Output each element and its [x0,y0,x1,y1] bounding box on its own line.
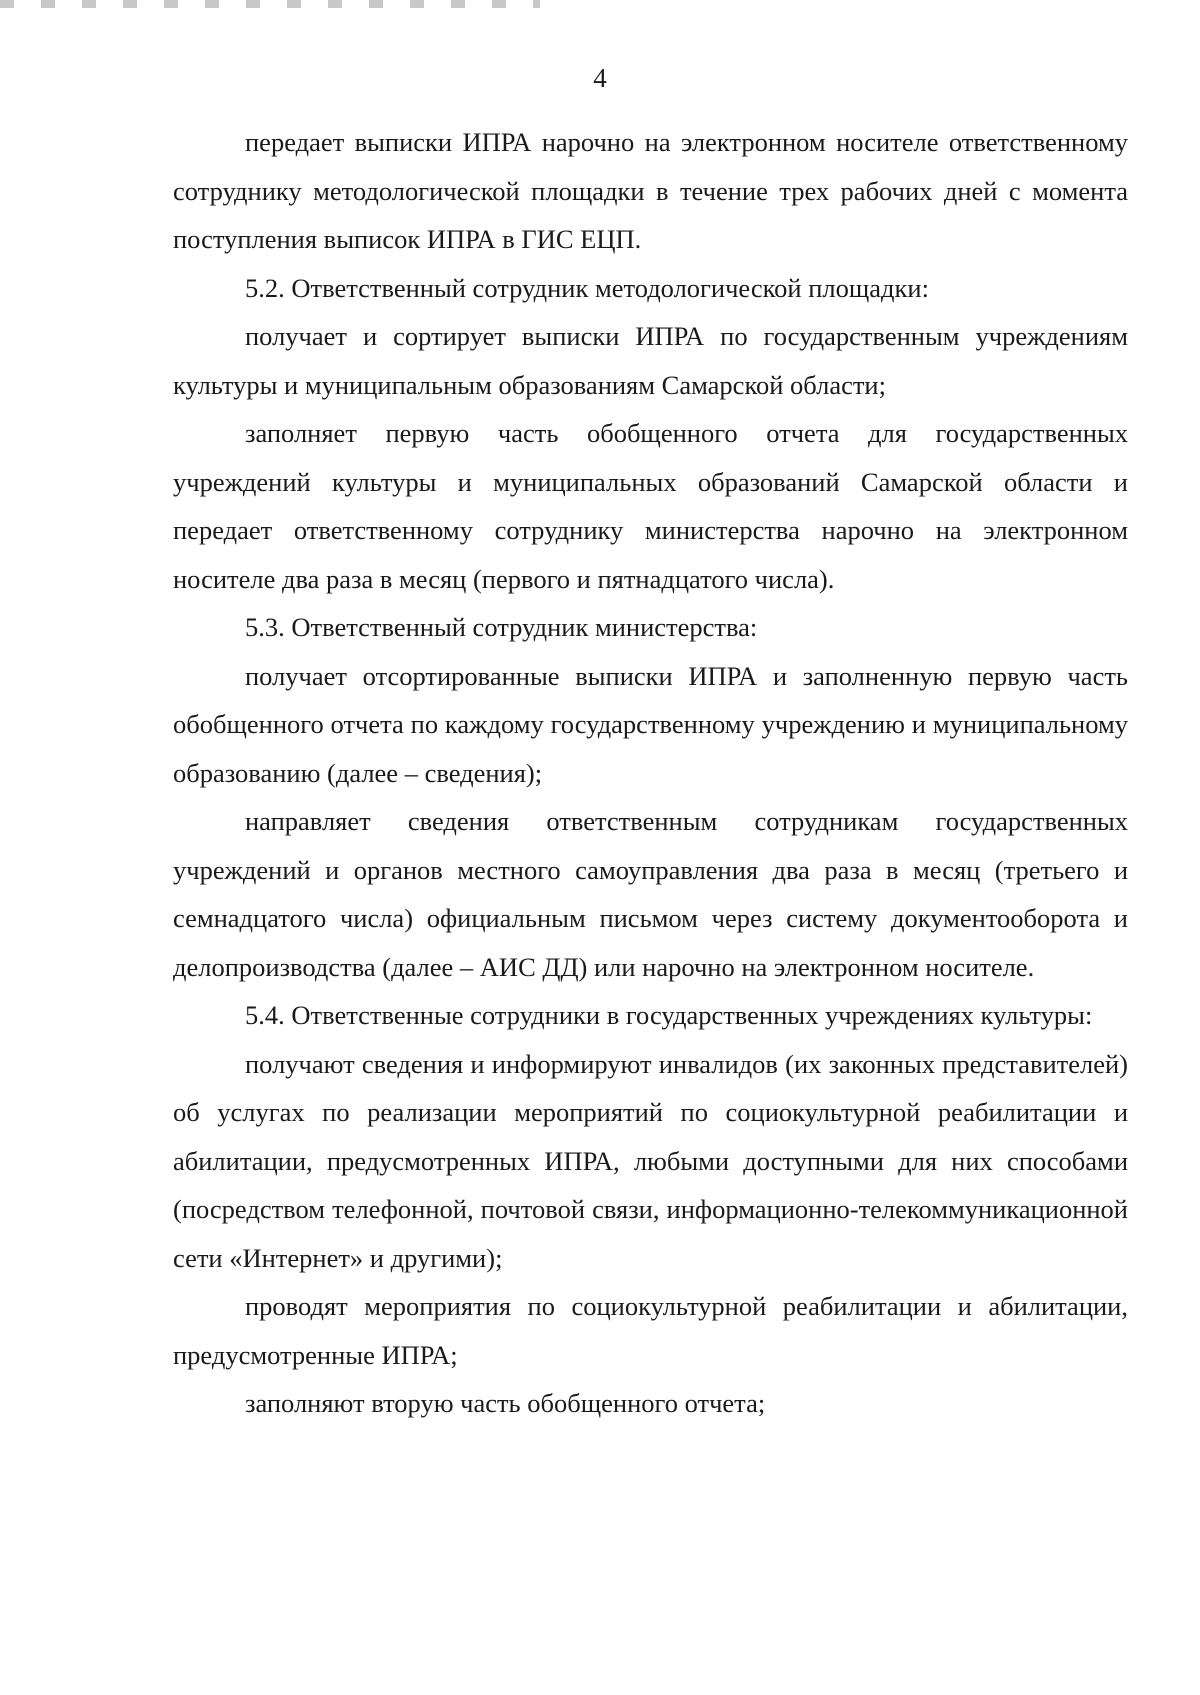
paragraph: заполняет первую часть обобщенного отчета для государственных учреждений культуры и муниципальных образований Самарской области и передает ответственному сотруднику министерства нарочно на электронном носителе два раза в месяц (первого и пятнадцатого числа). [173,418,1128,594]
paragraph: получает отсортированные выписки ИПРА и заполненную первую часть обобщенного отчета по каждому государственному учреждению и муниципальному образованию (далее – сведения); [173,660,1128,788]
document-body [173,118,1128,1428]
paragraph: проводят мероприятия по социокультурной реабилитации и абилитации, предусмотренные ИПРА; [173,1291,1128,1370]
paragraph-section-5-2: 5.2. Ответственный сотрудник методологической площадки: [245,272,929,303]
scan-edge-marks [0,0,540,8]
paragraph: получают сведения и информируют инвалидов (их законных представителей) об услугах по реализации мероприятий по социокультурной реабилитации и абилитации, предусмотренных ИПРА, любыми доступными для них способами (посредством телефонной, почтовой связи, информационно-телекоммуникационной сети «Интернет» и другими); [173,1048,1128,1273]
paragraph-continuation: передает выписки ИПРА нарочно на электронном носителе ответственному сотруднику методологической площадки в течение трех рабочих дней с момента поступления выписок ИПРА в ГИС ЕЦП. [173,127,1128,254]
page-number: 4 [593,63,607,93]
paragraph: получает и сортирует выписки ИПРА по государственным учреждениям культуры и муниципальным образованиям Самарской области; [173,321,1128,400]
paragraph-section-5-3: 5.3. Ответственный сотрудник министерства: [245,612,758,642]
paragraph-section-5-4: 5.4. Ответственные сотрудники в государственных учреждениях культуры: [245,1000,1093,1030]
paragraph: направляет сведения ответственным сотрудникам государственных учреждений и органов местного самоуправления два раза в месяц (третьего и семнадцатого числа) официальным письмом через систему документооборота и делопроизводства (далее – АИС ДД) или нарочно на электронном носителе. [173,806,1128,982]
paragraph: заполняют вторую часть обобщенного отчета; [245,1388,766,1418]
